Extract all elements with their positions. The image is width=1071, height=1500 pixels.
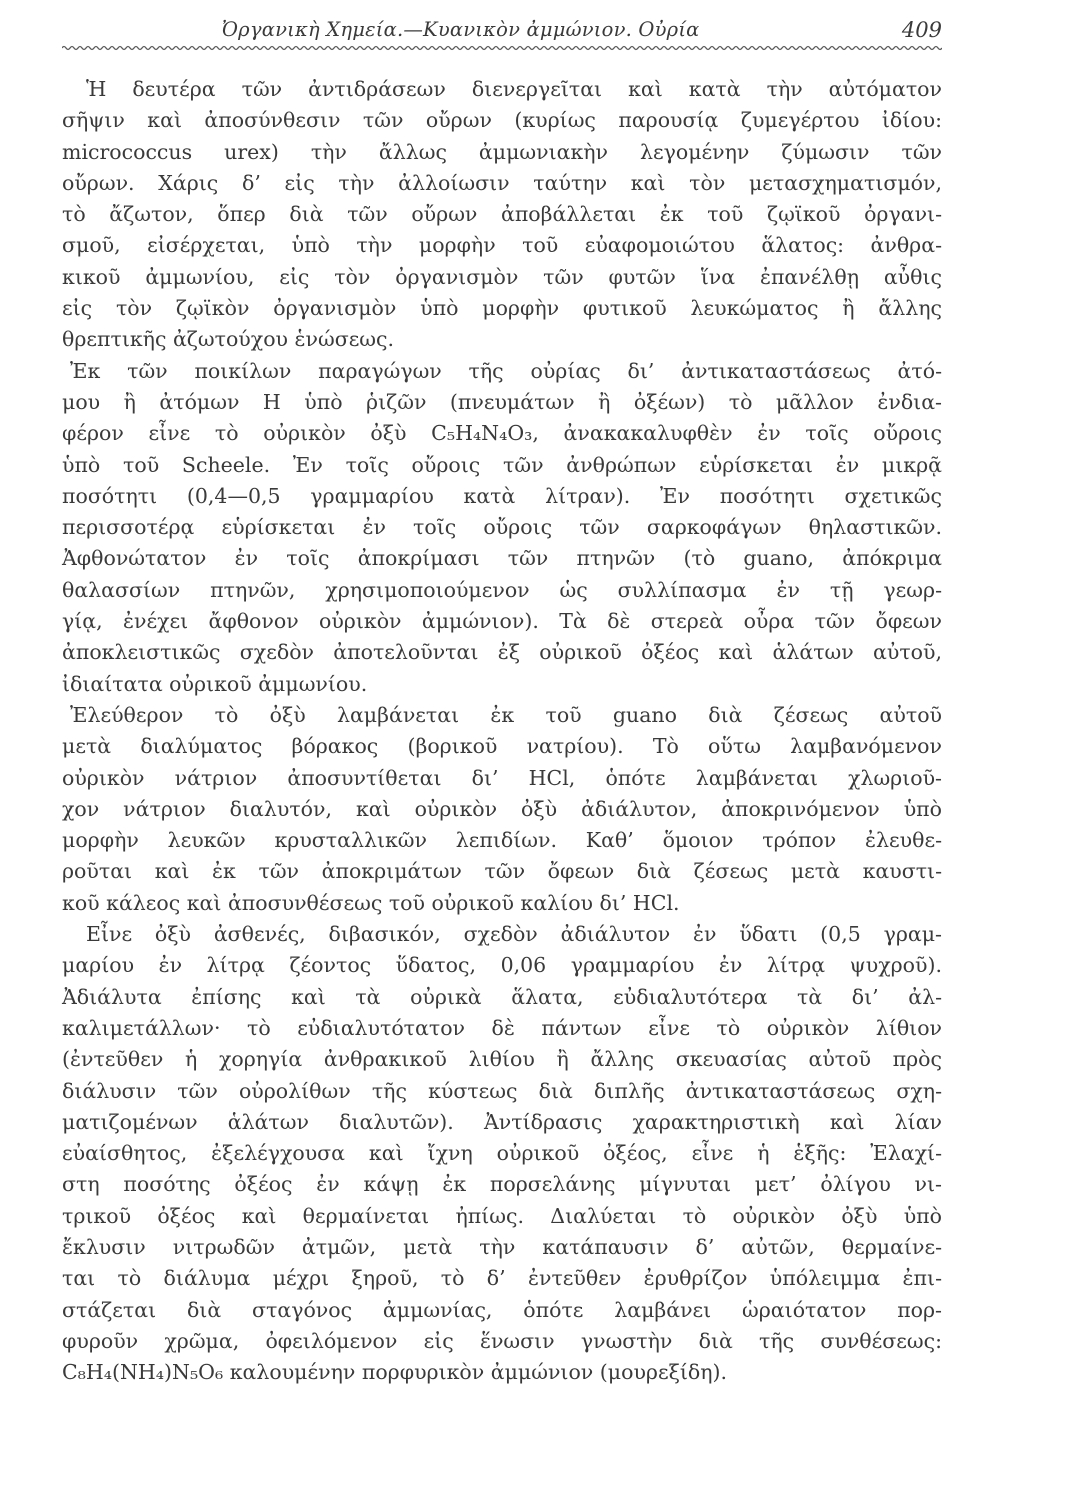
text-line: Ἀφθονώτατον ἐν τοῖς ἀποκρίμασι τῶν πτηνῶν (τὸ guano, ἀπόκριμα: [62, 546, 942, 571]
page: [62, 10, 942, 1385]
text-line: περισσοτέρᾳ εὑρίσκεται ἐν τοῖς οὔροις τῶν σαρκοφάγων θηλαστικῶν.: [62, 515, 942, 540]
text-line: Ἐκ τῶν ποικίλων παραγώγων τῆς οὐρίας δι’ ἀντικαταστάσεως ἀτό-: [70, 358, 942, 383]
text-line: ποσότητι (0,4—0,5 γραμμαρίου κατὰ λίτραν). Ἐν ποσότητι σχετικῶς: [62, 483, 942, 508]
text-line: ὑπὸ τοῦ Scheele. Ἐν τοῖς οὔροις τῶν ἀνθρώπων εὑρίσκεται ἐν μικρᾷ: [62, 452, 942, 477]
text-line: Ἡ δευτέρα τῶν ἀντιδράσεων διενεργεῖται καὶ κατὰ τὴν αὐτόματον: [86, 77, 942, 101]
text-line: Ἐλεύθερον τὸ ὀξὺ λαμβάνεται ἐκ τοῦ guano διὰ ζέσεως αὐτοῦ: [70, 702, 942, 727]
text-line: μου ἢ ἀτόμων H ὑπὸ ῥιζῶν (πνευμάτων ἢ ὀξέων) τὸ μᾶλλον ἐνδια-: [62, 389, 942, 414]
text-line: μετὰ διαλύματος βόρακος (βορικοῦ νατρίου). Τὸ οὕτω λαμβανόμενον: [62, 734, 942, 759]
text-line: ἀποκλειστικῶς σχεδὸν ἀποτελοῦνται ἐξ οὐρικοῦ ὀξέος καὶ ἁλάτων αὐτοῦ,: [62, 640, 942, 665]
text-line: στη ποσότης ὀξέος ἐν κάψῃ ἐκ πορσελάνης μίγνυται μετ’ ὀλίγου νι-: [62, 1172, 942, 1197]
text-line: κοῦ κάλεος καὶ ἀποσυνθέσεως τοῦ οὐρικοῦ καλίου δι’ HCl.: [62, 890, 680, 915]
wavy-rule: [62, 43, 942, 53]
text-line: μορφὴν λευκῶν κρυσταλλικῶν λεπιδίων. Καθ’ ὅμοιον τρόπον ἐλευθε-: [62, 828, 942, 853]
text-line: εὐαίσθητος, ἐξελέγχουσα καὶ ἴχνη οὐρικοῦ ὀξέος, εἶνε ἡ ἑξῆς: Ἐλαχί-: [62, 1141, 942, 1166]
text-line: εἰς τὸν ζῳϊκὸν ὀργανισμὸν ὑπὸ μορφὴν φυτικοῦ λευκώματος ἢ ἄλλης: [62, 296, 942, 321]
text-line: micrococcus urex) τὴν ἄλλως ἀμμωνιακὴν λεγομένην ζύμωσιν τῶν: [62, 139, 942, 164]
text-line: φυροῦν χρῶμα, ὀφειλόμενον εἰς ἕνωσιν γνωστὴν διὰ τῆς συνθέσεως:: [62, 1328, 942, 1353]
text-line: τρικοῦ ὀξέος καὶ θερμαίνεται ἠπίως. Διαλύεται τὸ οὐρικὸν ὀξὺ ὑπὸ: [62, 1203, 942, 1228]
text-line: ἔκλυσιν νιτρωδῶν ἀτμῶν, μετὰ τὴν κατάπαυσιν δ’ αὐτῶν, θερμαίνε-: [62, 1234, 942, 1259]
text-line: γίᾳ, ἐνέχει ἄφθονον οὐρικὸν ἀμμώνιον). Τὰ δὲ στερεὰ οὖρα τῶν ὄφεων: [62, 609, 942, 634]
text-line: οὐρικὸν νάτριον ἀποσυντίθεται δι’ HCl, ὁπότε λαμβάνεται χλωριοῦ-: [62, 765, 942, 790]
text-line: Ἀδιάλυτα ἐπίσης καὶ τὰ οὐρικὰ ἅλατα, εὐδιαλυτότερα τὰ δι’ ἀλ-: [62, 984, 942, 1009]
text-line: θρεπτικῆς ἀζωτούχου ἑνώσεως.: [62, 327, 395, 352]
text-line: Εἶνε ὀξὺ ἀσθενές, διβασικόν, σχεδὸν ἀδιάλυτον ἐν ὕδατι (0,5 γραμ-: [86, 922, 942, 947]
running-title: Ὀργανικὴ Χημεία.—Κυανικὸν ἀμμώνιον. Οὐρία: [222, 18, 700, 41]
body-text: [62, 74, 942, 1388]
text-line: μαρίου ἐν λίτρᾳ ζέοντος ὕδατος, 0,06 γραμμαρίου ἐν λίτρᾳ ψυχροῦ).: [62, 953, 942, 978]
running-header: [62, 10, 942, 50]
text-line: ροῦται καὶ ἐκ τῶν ἀποκριμάτων τῶν ὄφεων διὰ ζέσεως μετὰ καυστι-: [62, 859, 942, 884]
text-line: (ἐντεῦθεν ἡ χορηγία ἀνθρακικοῦ λιθίου ἢ ἄλλης σκευασίας αὐτοῦ πρὸς: [62, 1047, 942, 1072]
page-number: 409: [901, 18, 942, 42]
text-line: ἰδιαίτατα οὐρικοῦ ἀμμωνίου.: [62, 671, 368, 696]
text-line: χον νάτριον διαλυτόν, καὶ οὐρικὸν ὀξὺ ἀδιάλυτον, ἀποκρινόμενον ὑπὸ: [62, 796, 942, 821]
text-line: διάλυσιν τῶν οὐρολίθων τῆς κύστεως διὰ διπλῆς ἀντικαταστάσεως σχη-: [62, 1078, 942, 1103]
text-line: οὔρων. Χάρις δ’ εἰς τὴν ἀλλοίωσιν ταύτην καὶ τὸν μετασχηματισμόν,: [62, 170, 942, 195]
text-line: ται τὸ διάλυμα μέχρι ξηροῦ, τὸ δ’ ἐντεῦθεν ἐρυθρίζον ὑπόλειμμα ἐπι-: [62, 1266, 942, 1291]
text-line: φέρον εἶνε τὸ οὐρικὸν ὀξὺ C₅H₄N₄O₃, ἀνακακαλυφθὲν ἐν τοῖς οὔροις: [62, 421, 942, 446]
text-line: καλιμετάλλων· τὸ εὐδιαλυτότατον δὲ πάντων εἶνε τὸ οὐρικὸν λίθιον: [62, 1015, 942, 1040]
text-line: σῆψιν καὶ ἀποσύνθεσιν τῶν οὔρων (κυρίως παρουσίᾳ ζυμεγέρτου ἰδίου:: [62, 108, 942, 133]
text-line: σμοῦ, εἰσέρχεται, ὑπὸ τὴν μορφὴν τοῦ εὐαφομοιώτου ἅλατος: ἀνθρα-: [62, 233, 942, 258]
text-line: C₈H₄(NH₄)N₅O₆ καλουμένην πορφυρικὸν ἀμμώνιον (μουρεξίδη).: [62, 1360, 728, 1385]
text-line: τὸ ἄζωτον, ὅπερ διὰ τῶν οὔρων ἀποβάλλεται ἐκ τοῦ ζῳϊκοῦ ὀργανι-: [62, 202, 942, 227]
text-line: θαλασσίων πτηνῶν, χρησιμοποιούμενον ὡς συλλίπασμα ἐν τῇ γεωρ-: [62, 577, 942, 602]
text-line: κικοῦ ἀμμωνίου, εἰς τὸν ὀργανισμὸν τῶν φυτῶν ἵνα ἐπανέλθῃ αὖθις: [62, 264, 942, 289]
text-line: στάζεται διὰ σταγόνος ἀμμωνίας, ὁπότε λαμβάνει ὡραιότατον πορ-: [62, 1297, 942, 1322]
text-line: ματιζομένων ἁλάτων διαλυτῶν). Ἀντίδρασις χαρακτηριστικὴ καὶ λίαν: [62, 1109, 942, 1134]
